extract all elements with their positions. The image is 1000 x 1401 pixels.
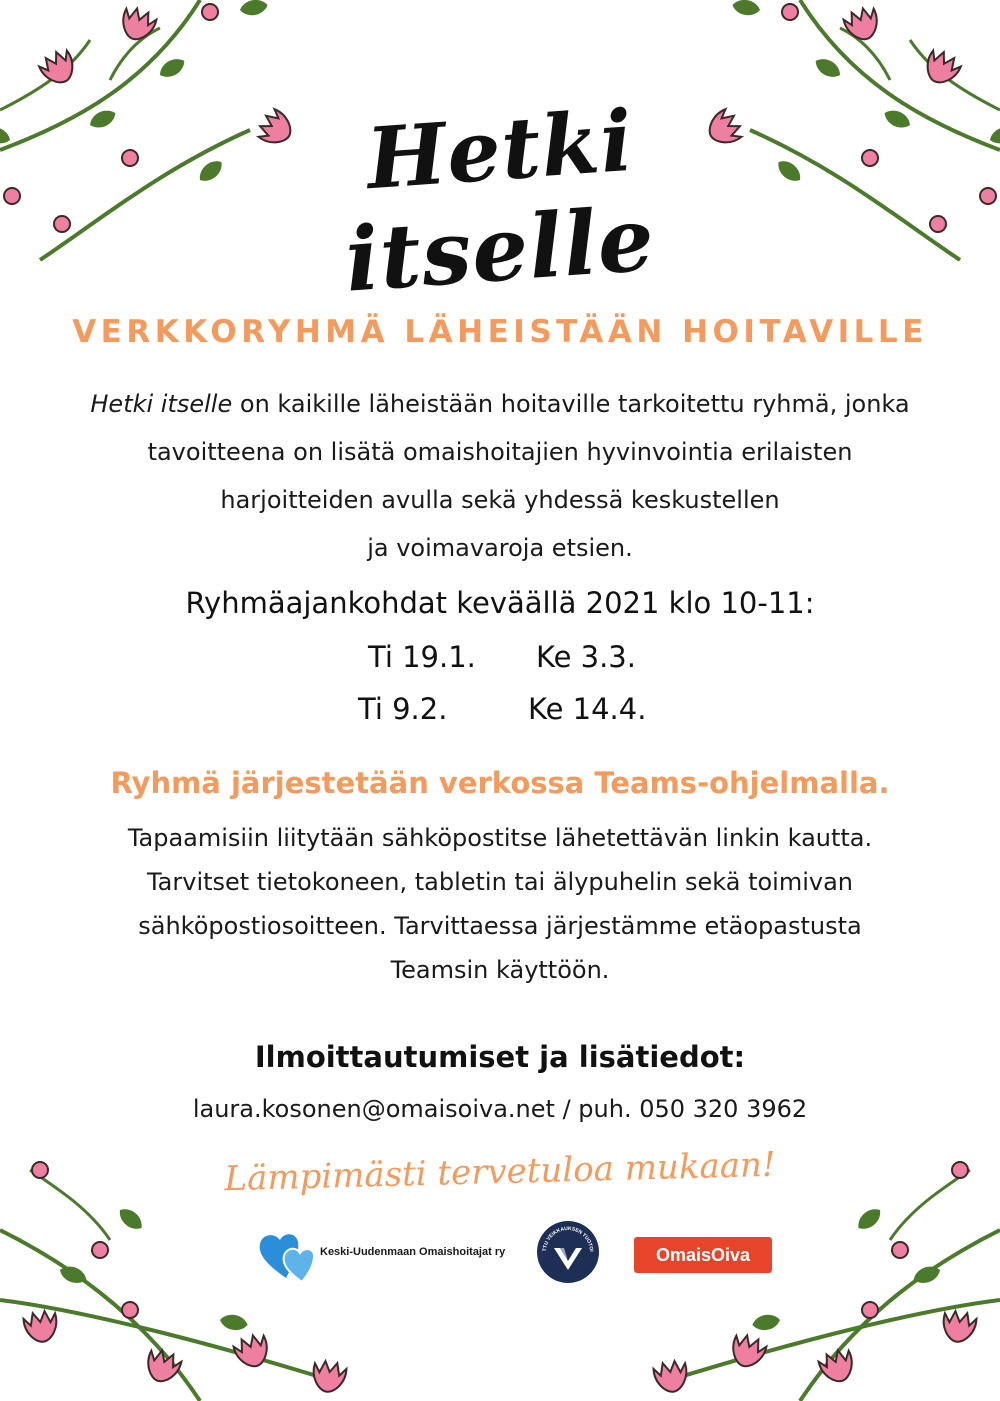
online-paragraph	[60, 816, 940, 992]
online-line-2: Tarvitset tietokoneen, tabletin tai älypuhelin sekä toimivan	[146, 868, 854, 896]
intro-line-1	[60, 380, 940, 428]
online-line-4: Teamsin käyttöön.	[390, 956, 610, 984]
contact-details: laura.kosonen@omaisoiva.net / puh. 050 320 3962	[192, 1095, 808, 1123]
online-heading: Ryhmä järjestetään verkossa Teams-ohjelmalla.	[110, 766, 890, 800]
date-item: Ke 14.4.	[528, 692, 647, 726]
intro-emphasis: Hetki itselle	[90, 390, 233, 418]
title-line-2: itselle	[342, 186, 658, 312]
date-item: Ke 3.3.	[536, 640, 636, 674]
hearts-icon	[256, 1226, 320, 1286]
title-line-1: Hetki	[363, 90, 637, 209]
schedule-heading: Ryhmäajankohdat keväällä 2021 klo 10-11:	[185, 586, 815, 620]
intro-line-1-rest: on kaikille läheistään hoitaville tarkoitettu ryhmä, jonka	[232, 390, 910, 418]
kuo-logo-text: Keski-Uudenmaan Omaishoitajat ry	[320, 1246, 506, 1258]
veikkaus-logo-text: TTU VEIKKAUKSEN TUOTOI	[541, 1225, 595, 1252]
intro-line-4: ja voimavaroja etsien.	[367, 534, 633, 562]
subtitle: VERKKORYHMÄ LÄHEISTÄÄN HOITAVILLE	[72, 314, 928, 350]
date-item: Ti 19.1.	[368, 640, 476, 674]
contact-heading: Ilmoittautumiset ja lisätiedot:	[254, 1040, 746, 1074]
intro-line-2: tavoitteena on lisätä omaishoitajien hyvinvointia erilaisten	[147, 438, 853, 466]
intro-line-3: harjoitteiden avulla sekä yhdessä keskustellen	[220, 486, 780, 514]
online-line-1: Tapaamisiin liitytään sähköpostitse lähetettävän linkin kautta.	[127, 824, 873, 852]
welcome-text: Lämpimästi tervetuloa mukaan!	[223, 1144, 777, 1200]
veikkaus-logo	[536, 1220, 600, 1284]
date-item: Ti 9.2.	[358, 692, 448, 726]
online-line-3: sähköpostiosoitteen. Tarvittaessa järjestämme etäopastusta	[138, 912, 862, 940]
omaisoiva-logo: OmaisOiva	[634, 1237, 772, 1273]
intro-paragraph	[60, 380, 940, 572]
